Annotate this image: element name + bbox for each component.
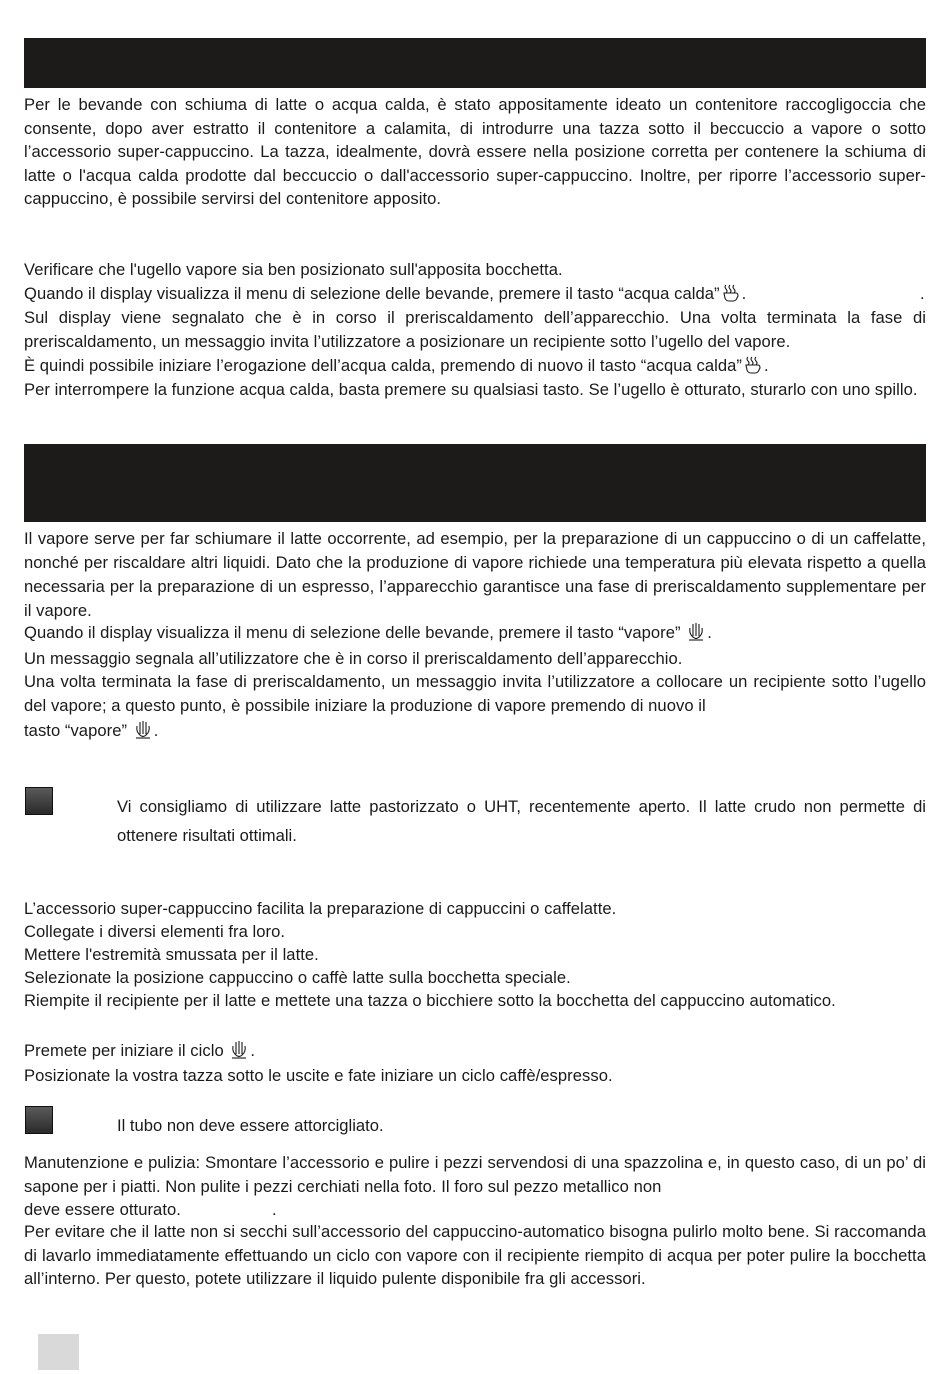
hot-water-intro: Per le bevande con schiuma di latte o acqua calda, è stato appositamente ideato un contenitore raccogligoccia che consente, dopo aver estratto il contenitore a calamita, di introdurre una tazza sotto il beccuccio a vapore o sotto l’accessorio super-cappuccino. La tazza, idealmente, dovrà essere nella posizione corretta per contenere la schiuma di latte o l'acqua calda prodotte dal beccuccio o dall'accessorio super-cappuccino. Inoltre, per riporre l’accessorio super-cappuccino, è possibile servirsi del contenitore apposito. bbox=[24, 95, 926, 208]
steam-message: Un messaggio segnala all’utilizzatore che è in corso il preriscaldamento dell’apparecchio. bbox=[24, 649, 683, 668]
note-marker-square bbox=[25, 1106, 53, 1134]
steam-start-end: tasto “vapore” . bbox=[24, 721, 159, 740]
section-header-bar bbox=[24, 444, 926, 522]
steam-icon bbox=[685, 622, 707, 642]
steam-icon bbox=[132, 720, 154, 740]
steam-start: Una volta terminata la fase di preriscaldamento, un messaggio invita l’utilizzatore a collocare un recipiente sotto l’ugello del vapore; a questo punto, è possibile iniziare la produzione di vapore premendo di nuovo il bbox=[24, 672, 926, 715]
hot-water-stop: Per interrompere la funzione acqua calda, basta premere su qualsiasi tasto. Se l’ugello è otturato, sturarlo con uno spillo. bbox=[24, 380, 918, 399]
maintenance-end: deve essere otturato. . bbox=[24, 1200, 277, 1219]
hot-water-start: È quindi possibile iniziare l’erogazione dell’acqua calda, premendo di nuovo il tasto “acqua calda” . bbox=[24, 356, 769, 375]
steam-icon bbox=[228, 1040, 250, 1060]
steam-press: Quando il display visualizza il menu di selezione delle bevande, premere il tasto “vapore” . bbox=[24, 623, 712, 642]
cappuccino-press: Premete per iniziare il ciclo . bbox=[24, 1041, 256, 1060]
hot-water-icon bbox=[742, 355, 764, 375]
section-header-bar bbox=[24, 38, 926, 88]
hot-water-instructions: Verificare che l'ugello vapore sia ben posizionato sull'apposita bocchetta. Quando il display visualizza il menu di selezione delle bevande, premere il tasto “acqua calda” . . bbox=[24, 260, 925, 303]
tube-note: Il tubo non deve essere attorcigliato. bbox=[117, 1116, 384, 1135]
cappuccino-position: Posizionate la vostra tazza sotto le uscite e fate iniziare un ciclo caffè/espresso. bbox=[24, 1066, 613, 1085]
page-number-box bbox=[38, 1334, 79, 1370]
maintenance: Manutenzione e pulizia: Smontare l’accessorio e pulire i pezzi servendosi di una spazzolina e, in questo caso, di un po’ di sapone per i piatti. Non pulite i pezzi cerchiati nella foto. Il foro sul pezzo metallico non bbox=[24, 1153, 926, 1196]
steam-intro: Il vapore serve per far schiumare il latte occorrente, ad esempio, per la preparazione di un cappuccino o di un caffelatte, nonché per riscaldare altri liquidi. Dato che la produzione di vapore richiede una temperatura più elevata rispetto a quella necessaria per la preparazione di un espresso, l’apparecchio garantisce una fase di preriscaldamento supplementare per il vapore. bbox=[24, 529, 926, 620]
hot-water-preheat: Sul display viene segnalato che è in corso il preriscaldamento dell’apparecchio. Una volta terminata la fase di preriscaldamento, un messaggio invita l’utilizzatore a posizionare un recipiente sotto l’ugello del vapore. bbox=[24, 308, 926, 351]
cleaning: Per evitare che il latte non si secchi sull’accessorio del cappuccino-automatico bisogna pulirlo molto bene. Si raccomanda di lavarlo immediatamente effettuando un ciclo con vapore con il recipiente riempito di acqua per poter pulire la bocchetta all’interno. Per questo, potete utilizzare il liquido pulente disponibile fra gli accessori. bbox=[24, 1222, 926, 1288]
milk-note: Vi consigliamo di utilizzare latte pastorizzato o UHT, recentemente aperto. Il latte crudo non permette di ottenere risultati ottimali. bbox=[117, 797, 926, 845]
cappuccino-steps: L’accessorio super-cappuccino facilita la preparazione di cappuccini o caffelatte. Collegate i diversi elementi fra loro. Mettere l'estremità smussata per il latte. Selezionate la posizione cappuccino o caffè latte sulla bocchetta speciale. bbox=[24, 899, 617, 987]
note-marker-square bbox=[25, 787, 53, 815]
cappuccino-fill: Riempite il recipiente per il latte e mettete una tazza o bicchiere sotto la bocchetta del cappuccino automatico. bbox=[24, 991, 836, 1010]
hot-water-icon bbox=[720, 283, 742, 303]
